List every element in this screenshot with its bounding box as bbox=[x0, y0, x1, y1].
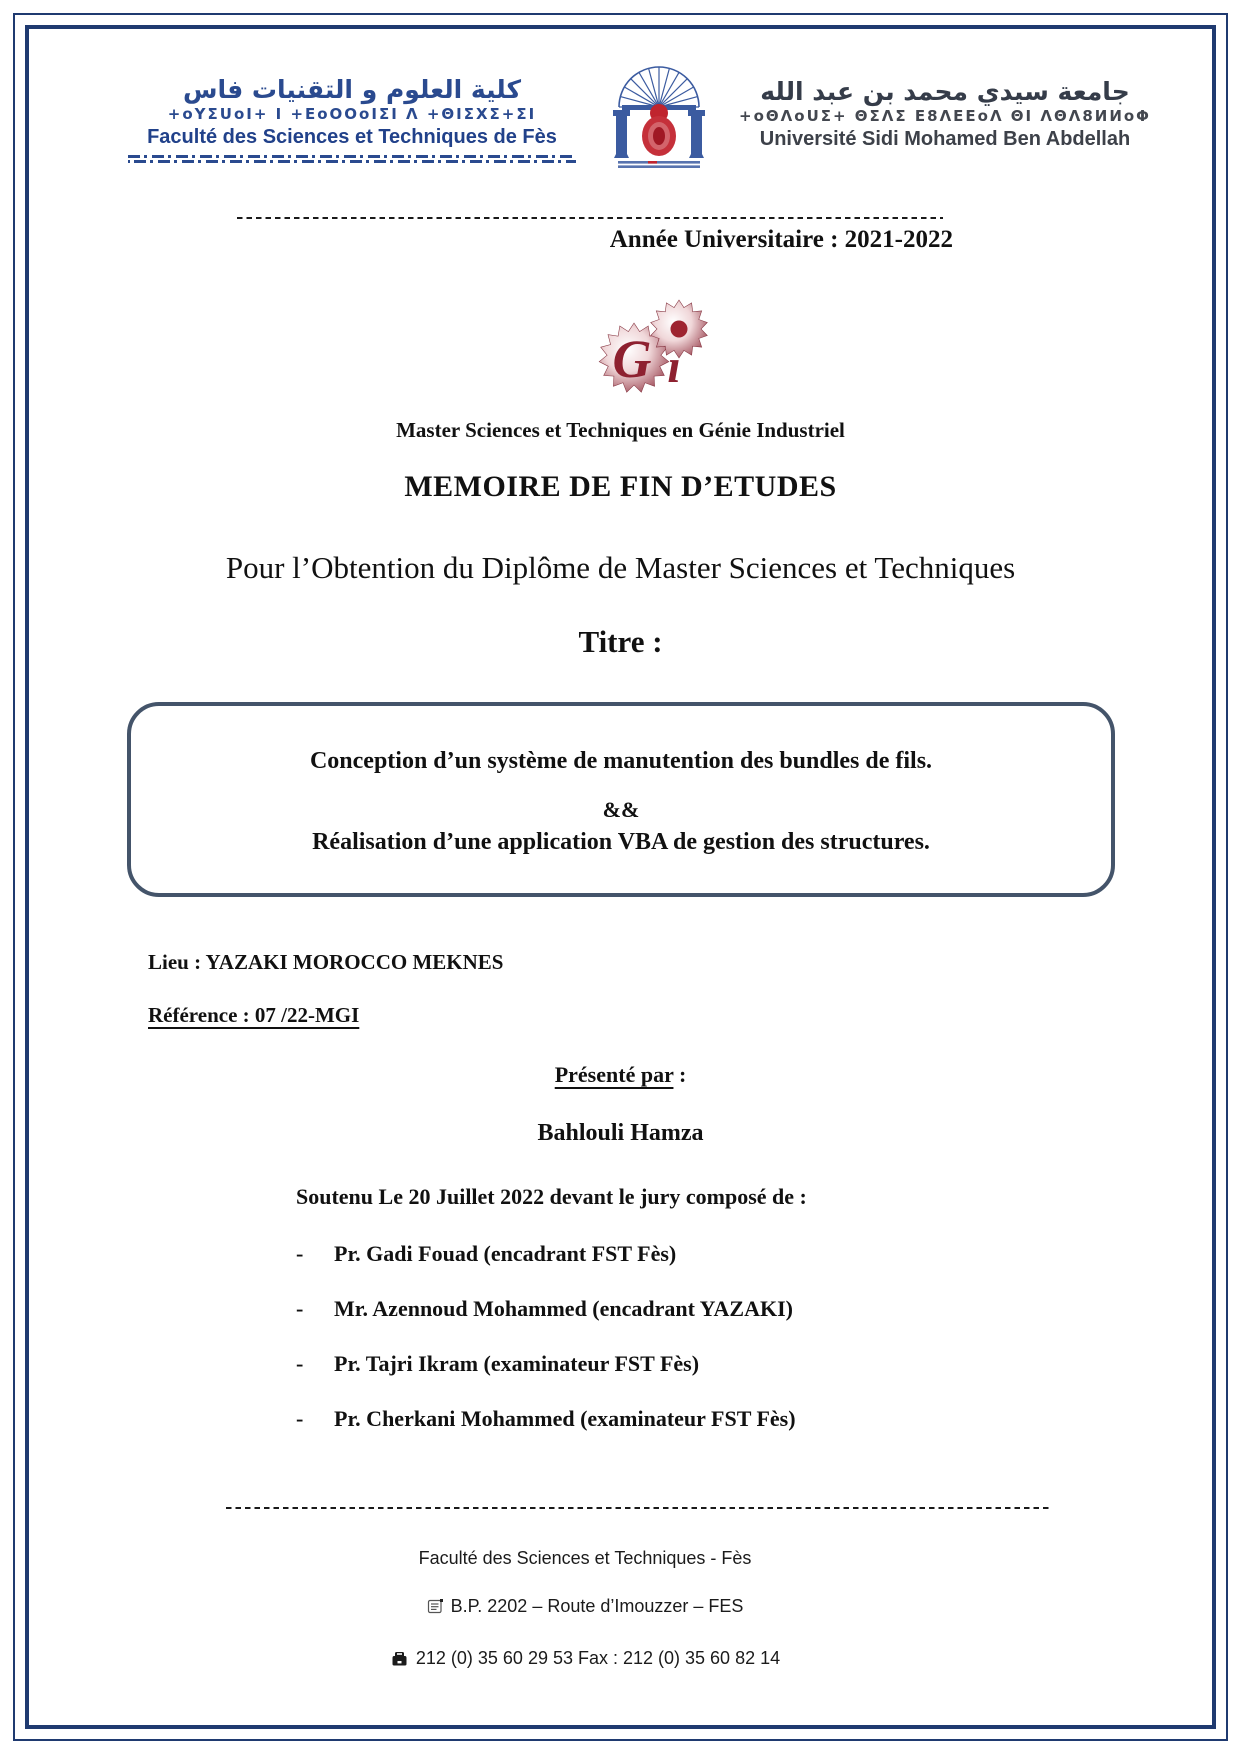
faculty-name-tifinagh: +oYΣUoI+ I +EoOOoIΣI Λ +ΘIΣXΣ+ΣI bbox=[167, 105, 537, 124]
faculty-name-arabic: كلية العلوم و التقنيات فاس bbox=[182, 75, 522, 104]
gi-department-logo bbox=[595, 298, 717, 398]
author-name: Bahlouli Hamza bbox=[537, 1120, 704, 1146]
header-dashdot-rule bbox=[128, 155, 576, 158]
footer-phone-text: 212 (0) 35 60 29 53 Fax : 212 (0) 35 60 82 14 bbox=[415, 1648, 781, 1668]
university-name-french: Université Sidi Mohamed Ben Abdellah bbox=[759, 127, 1131, 150]
master-program-title: Master Sciences et Techniques en Génie Industriel bbox=[396, 418, 845, 442]
jury-member-name: Pr. Gadi Fouad (encadrant FST Fès) bbox=[334, 1241, 677, 1266]
bottom-dashed-separator bbox=[226, 1507, 1052, 1509]
reference-number: Référence : 07 /22-MGI bbox=[148, 1003, 360, 1027]
presented-by-label: Présenté par bbox=[554, 1062, 674, 1087]
degree-purpose-line: Pour l’Obtention du Diplôme de Master Sciences et Techniques bbox=[225, 550, 1016, 585]
presented-by-colon: : bbox=[673, 1062, 687, 1087]
faculty-header-block bbox=[128, 74, 576, 163]
defense-date-line: Soutenu Le 20 Juillet 2022 devant le jury composé de : bbox=[296, 1184, 807, 1209]
thesis-title-separator: && bbox=[602, 797, 640, 822]
university-header-block bbox=[733, 76, 1157, 152]
footer-address-line bbox=[30, 1596, 1140, 1617]
academic-year: Année Universitaire : 2021-2022 bbox=[609, 226, 953, 253]
thesis-title-line-1: Conception d’un système de manutention des bundles de fils. bbox=[309, 748, 933, 774]
jury-member-row bbox=[296, 1405, 796, 1433]
memo-icon bbox=[427, 1598, 444, 1615]
gi-letter-i-stem: ı bbox=[667, 340, 681, 393]
gi-letter-g: G bbox=[612, 329, 652, 389]
thesis-title-line-2: Réalisation d’une application VBA de gestion des structures. bbox=[312, 829, 930, 855]
jury-member-row bbox=[296, 1295, 796, 1323]
internship-location: Lieu : YAZAKI MOROCCO MEKNES bbox=[148, 950, 504, 974]
gi-letter-i-dot bbox=[671, 321, 688, 338]
list-dash: - bbox=[296, 1351, 304, 1376]
jury-member-row bbox=[296, 1240, 796, 1268]
jury-member-name: Pr. Tajri Ikram (examinateur FST Fès) bbox=[334, 1351, 700, 1376]
jury-member-name: Pr. Cherkani Mohammed (examinateur FST Fès) bbox=[334, 1406, 796, 1431]
header-dashdot-rule-2 bbox=[128, 160, 576, 163]
document-type-title: MEMOIRE DE FIN D’ETUDES bbox=[404, 470, 837, 503]
jury-member-row bbox=[296, 1350, 796, 1378]
phone-icon bbox=[390, 1650, 409, 1667]
title-label: Titre : bbox=[578, 624, 663, 659]
footer-phone-line bbox=[30, 1648, 1140, 1669]
university-name-arabic: جامعة سيدي محمد بن عبد الله bbox=[760, 77, 1130, 106]
presented-by-heading bbox=[0, 1062, 1241, 1088]
list-dash: - bbox=[296, 1296, 304, 1321]
university-name-tifinagh: +oΘΛoUΣ+ ΘΣΛΣ E8ΛEEoΛ ΘI ΛΘΛ8ИИoΦ bbox=[739, 107, 1151, 126]
footer-address-text: B.P. 2202 – Route d’Imouzzer – FES bbox=[450, 1596, 744, 1616]
list-dash: - bbox=[296, 1241, 304, 1266]
top-dashed-separator bbox=[237, 217, 943, 219]
list-dash: - bbox=[296, 1406, 304, 1431]
jury-list bbox=[296, 1240, 796, 1460]
faculty-name-french: Faculté des Sciences et Techniques de Fès bbox=[147, 125, 557, 148]
jury-member-name: Mr. Azennoud Mohammed (encadrant YAZAKI) bbox=[334, 1296, 793, 1321]
university-emblem-logo bbox=[608, 60, 710, 170]
footer-faculty-name: Faculté des Sciences et Techniques - Fès bbox=[418, 1548, 752, 1568]
thesis-title-box bbox=[127, 702, 1115, 897]
